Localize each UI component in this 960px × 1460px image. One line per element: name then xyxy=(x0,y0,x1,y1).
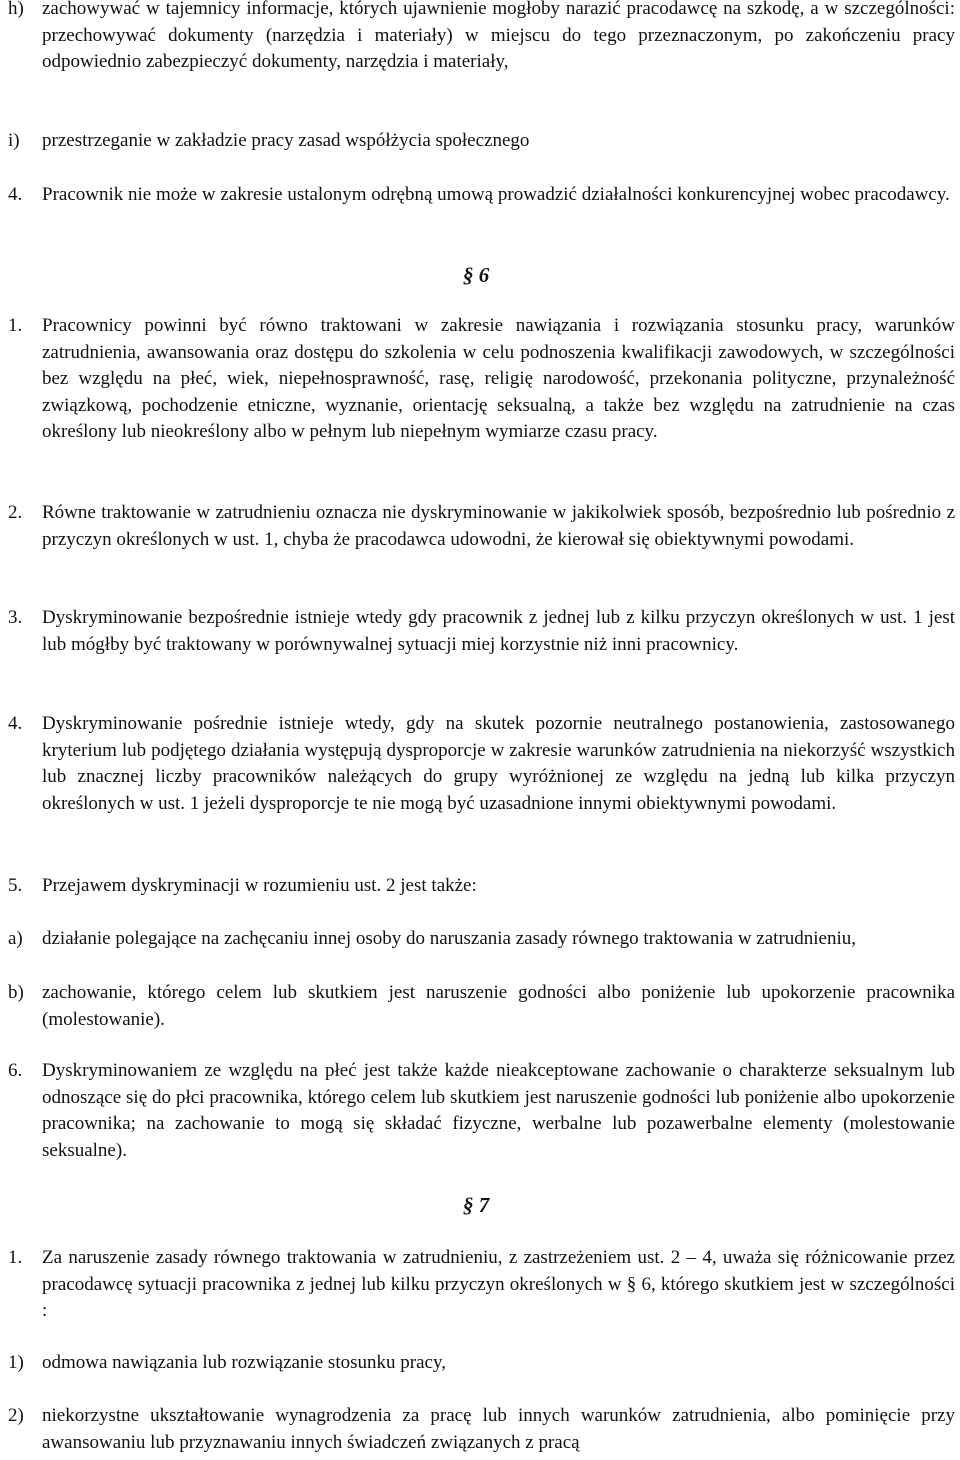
list-item xyxy=(8,182,955,209)
item-text: Dyskryminowanie pośrednie istnieje wtedy, gdy na skutek pozornie neutralnego postanowienia, zastosowanego kryterium lub podjętego działania występują dysproporcje w zakresie warunków zatrudnienia na niekorzyść wszystkich lub znacznej liczby pracowników należących do grupy wyróżnionej ze względu na jedną lub kilka przyczyn określonych w ust. 1 jeżeli dysproporcje te nie mogą być uzasadnione innymi obiektywnymi powodami. xyxy=(42,713,955,814)
list-item xyxy=(8,1350,955,1377)
item-text: zachowywać w tajemnicy informacje, których ujawnienie mogłoby narazić pracodawcę na szkodę, a w szczególności: przechowywać dokumenty (narzędzia i materiały) w miejscu do tego przeznaczonym, po zakończeniu pracy odpowiednio zabezpieczyć dokumenty, narzędzia i materiały, xyxy=(42,0,955,72)
item-text: Dyskryminowanie bezpośrednie istnieje wtedy gdy pracownik z jednej lub z kilku przyczyn określonych w ust. 1 jest lub mógłby być traktowany w porównywalnej sytuacji miej korzystnie niż inni pracownicy. xyxy=(42,607,955,655)
item-label: 1. xyxy=(8,315,23,336)
item-label: 4. xyxy=(8,713,23,734)
section-heading: § 7 xyxy=(463,1193,490,1217)
item-label: i) xyxy=(8,130,20,151)
item-label: 1. xyxy=(8,1247,23,1268)
list-item xyxy=(8,926,955,953)
item-label: 2) xyxy=(8,1405,24,1426)
item-text: Przejawem dyskryminacji w rozumieniu ust. 2 jest także: xyxy=(42,875,477,896)
list-item xyxy=(8,605,955,658)
list-item xyxy=(8,500,955,553)
item-text: działanie polegające na zachęcaniu innej osoby do naruszania zasady równego traktowania w zatrudnieniu, xyxy=(42,928,857,949)
item-label: 5. xyxy=(8,875,23,896)
item-label: 1) xyxy=(8,1352,24,1373)
item-text: Równe traktowanie w zatrudnieniu oznacza nie dyskryminowanie w jakikolwiek sposób, bezpośrednio lub pośrednio z przyczyn określonych w ust. 1, chyba że pracodawca udowodni, że kierował się obiektywnymi powodami. xyxy=(42,502,955,550)
list-item xyxy=(8,873,955,900)
list-item xyxy=(8,1403,955,1456)
item-label: 6. xyxy=(8,1060,23,1081)
item-text: zachowanie, którego celem lub skutkiem jest naruszenie godności albo poniżenie lub upokorzenie pracownika (molestowanie). xyxy=(42,982,955,1030)
item-label: 2. xyxy=(8,502,23,523)
list-item xyxy=(8,0,955,76)
list-item xyxy=(8,980,955,1033)
item-label: a) xyxy=(8,928,23,949)
item-text: Za naruszenie zasady równego traktowania w zatrudnieniu, z zastrzeżeniem ust. 2 – 4, uważa się różnicowanie przez pracodawcę sytuacji pracownika z jednej lub kilku przyczyn określonych w § 6, którego skutkiem jest w szczególności : xyxy=(42,1247,955,1321)
list-item xyxy=(8,128,955,155)
list-item xyxy=(8,1058,955,1164)
item-text: odmowa nawiązania lub rozwiązanie stosunku pracy, xyxy=(42,1352,446,1373)
item-label: 3. xyxy=(8,607,23,628)
item-text: Pracownik nie może w zakresie ustalonym odrębną umową prowadzić działalności konkurencyjnej wobec pracodawcy. xyxy=(42,184,950,205)
list-item xyxy=(8,711,955,817)
item-text: niekorzystne ukształtowanie wynagrodzenia za pracę lub innych warunków zatrudnienia, albo pominięcie przy awansowaniu lub przyznawaniu innych świadczeń związanych z pracą xyxy=(42,1405,955,1453)
list-item xyxy=(8,313,955,446)
section-heading: § 6 xyxy=(463,263,490,287)
item-text: Dyskryminowaniem ze względu na płeć jest także każde nieakceptowane zachowanie o charakterze seksualnym lub odnoszące się do płci pracownika, którego celem lub skutkiem jest naruszenie godności lub poniżenie albo upokorzenie pracownika; na zachowanie to mogą się składać fizyczne, werbalne lub pozawerbalne elementy (molestowanie seksualne). xyxy=(42,1060,955,1161)
item-label: b) xyxy=(8,982,24,1003)
item-text: przestrzeganie w zakładzie pracy zasad współżycia społecznego xyxy=(42,130,530,151)
item-text: Pracownicy powinni być równo traktowani w zakresie nawiązania i rozwiązania stosunku pracy, warunków zatrudnienia, awansowania oraz dostępu do szkolenia w celu podnoszenia kwalifikacji zawodowych, w szczególności bez względu na płeć, wiek, niepełnosprawność, rasę, religię narodowość, przekonania polityczne, przynależność związkową, pochodzenie etniczne, wyznanie, orientację seksualną, a także bez względu na zatrudnienie na czas określony lub nieokreślony albo w pełnym lub niepełnym wymiarze czasu pracy. xyxy=(42,315,955,442)
item-label: 4. xyxy=(8,184,23,205)
item-label: h) xyxy=(8,0,24,19)
list-item xyxy=(8,1245,955,1325)
